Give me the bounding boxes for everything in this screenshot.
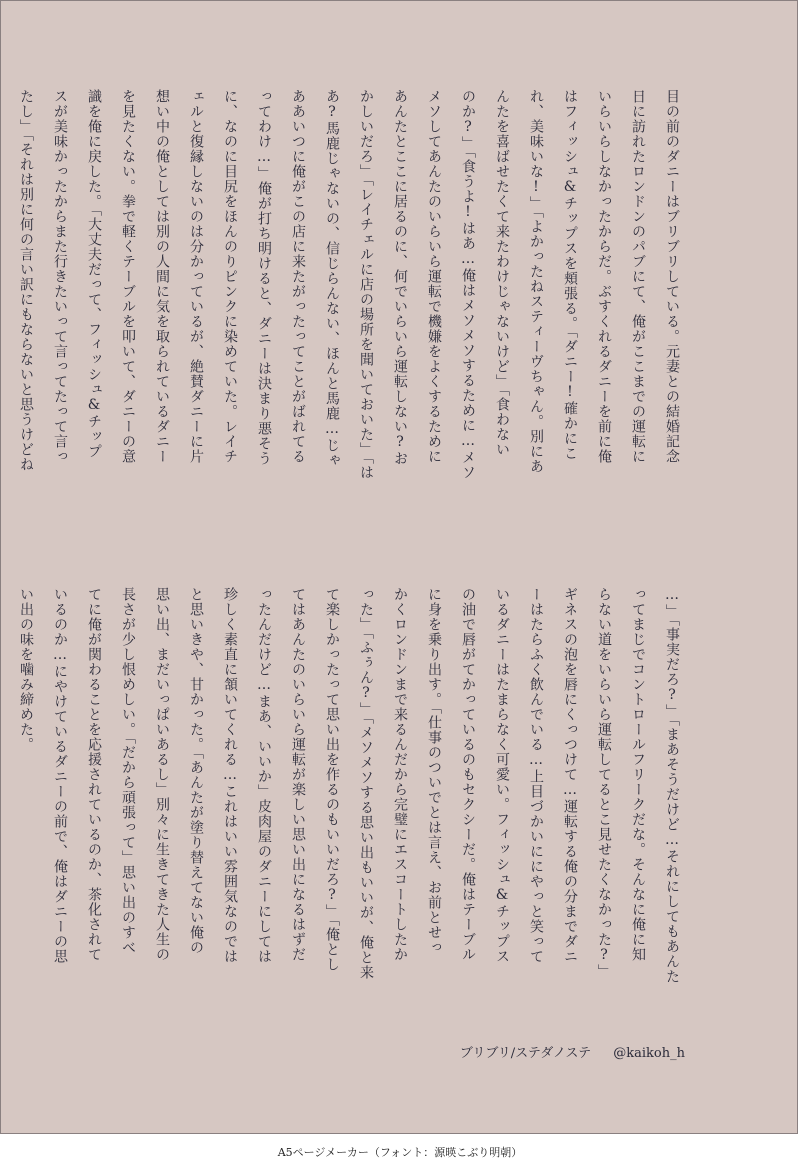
work-title: ブリブリ/ステダノステ bbox=[459, 1046, 592, 1061]
text-column: に身を乗り出す。「仕事のついでとは言え、お前とせっ bbox=[426, 587, 442, 955]
text-column: ェルと復縁しないのは分かっているが、絶賛ダニーに片 bbox=[188, 89, 204, 464]
text-column: ああいつに俺がこの店に来たがったってことがばれてる bbox=[290, 89, 306, 464]
text-column: らない道をいらいら運転してるとこ見せたくなかった?」 bbox=[596, 587, 612, 979]
text-column: ーはたらふく飲んでいる…上目づかいににやっと笑って bbox=[528, 587, 544, 964]
text-column: 識を俺に戻した。「大丈夫だって、フィッシュ&チップ bbox=[86, 89, 102, 459]
text-column: てに俺が関わることを応援されているのか、茶化されて bbox=[86, 587, 102, 962]
lower-text-block bbox=[18, 587, 689, 1027]
text-column: てはあんたのいらいら運転が楽しい思い出になるはずだ bbox=[290, 587, 306, 962]
text-column: と思いきや、甘かった。「あんたが塗り替えてない俺の bbox=[188, 587, 204, 955]
text-column: ってまじでコントロールフリークだな。そんなに俺に知 bbox=[630, 587, 646, 962]
text-column: いらいらしなかったからだ。ぶすくれるダニーを前に俺 bbox=[596, 89, 612, 464]
text-column: に、なのに目尻をほんのりピンクに染めていた。レイチ bbox=[222, 89, 238, 464]
text-column: はフィッシュ&チップスを頬張る。「ダニー!確かにこ bbox=[562, 89, 578, 461]
text-column: スが美味かったからまた行きたいって言ってたって言っ bbox=[52, 89, 68, 464]
text-column: った」「ふぅん?」「メソメソする思い出もいいが、俺と来 bbox=[358, 587, 374, 980]
text-column: …」「事実だろ?」「まあそうだけど…それにしてもあんた bbox=[664, 587, 680, 984]
author-handle: @kaikoh_h bbox=[613, 1046, 685, 1061]
text-column: ギネスの泡を唇にくっつけて…運転する俺の分までダニ bbox=[562, 587, 578, 964]
text-column: て楽しかったって思い出を作るのもいいだろ?」「俺とし bbox=[324, 587, 340, 972]
page-maker-footer: A5ページメーカー（フォント：源暎こぶり明朝） bbox=[277, 1146, 523, 1159]
text-column: いるのか…にやけているダニーの前で、俺はダニーの思 bbox=[52, 587, 68, 964]
text-column: ったんだけど…まあ、いいか」皮肉屋のダニーにしては bbox=[256, 587, 272, 964]
text-column: 思い出、まだいっぱいあるし」別々に生きてきた人生の bbox=[154, 587, 170, 962]
upper-text-block bbox=[18, 89, 689, 539]
text-column: んたを喜ばせたくて来たわけじゃないけど」「食わない bbox=[494, 89, 510, 457]
text-column: たし」「それは別に何の言い訳にもならないと思うけどね bbox=[18, 89, 34, 472]
text-column: の油で唇がてかっているのもセクシーだ。俺はテーブル bbox=[460, 587, 476, 962]
credit-line bbox=[460, 1042, 685, 1061]
text-column: 日に訪れたロンドンのパブにて、俺がここまでの運転に bbox=[630, 89, 646, 464]
text-column: 想い中の俺としては別の人間に気を取られているダニー bbox=[154, 89, 170, 464]
text-column: い出の味を噛み締めた。 bbox=[18, 587, 34, 752]
text-column: あ?馬鹿じゃないの、信じらんない、ほんと馬鹿…じゃ bbox=[324, 89, 340, 468]
text-column: 珍しく素直に頷いてくれる…これはいい雰囲気なのでは bbox=[222, 587, 238, 964]
text-column: 目の前のダニーはブリブリしている。元妻との結婚記念 bbox=[664, 89, 680, 464]
text-column: かくロンドンまで来るんだから完璧にエスコートしたか bbox=[392, 587, 408, 962]
text-column: を見たくない。拳で軽くテーブルを叩いて、ダニーの意 bbox=[120, 89, 136, 464]
text-column: いるダニーはたまらなく可愛い。フィッシュ&チップス bbox=[494, 587, 510, 964]
text-column: のか?」「食うよ!はあ…俺はメソメソするために…メソ bbox=[460, 89, 476, 480]
text-column: ってわけ…」俺が打ち明けると、ダニーは決まり悪そう bbox=[256, 89, 272, 466]
text-column: 長さが少し恨めしい。「だから頑張って」思い出のすべ bbox=[120, 587, 136, 955]
text-column: メソしてあんたのいらいら運転で機嫌をよくするために bbox=[426, 89, 442, 464]
text-column: れ、美味いな!」「よかったねスティーヴちゃん。別にあ bbox=[528, 89, 544, 474]
text-column: あんたとここに居るのに、何でいらいら運転しない?お bbox=[392, 89, 408, 466]
text-column: かしいだろ」「レイチェルに店の場所を聞いておいた」「は bbox=[358, 89, 374, 480]
